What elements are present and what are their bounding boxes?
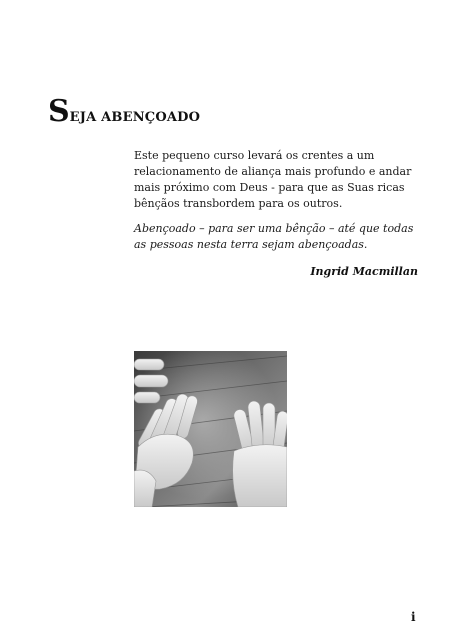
title-initial: S — [48, 94, 70, 129]
intro-paragraph: Este pequeno curso levará os crentes a um relacionamento de aliança mais profundo e andar mais próximo com Deus - para que as Suas ricas bênçãos transbordem para os outros. — [134, 149, 412, 210]
hands-photo — [134, 351, 287, 507]
author-name: Ingrid Macmillan — [310, 265, 418, 278]
quote-paragraph: Abençoado – para ser uma bênção – até que todas as pessoas nesta terra sejam abençoadas. — [134, 222, 414, 251]
title-rest: EJA ABENÇOADO — [69, 110, 201, 125]
page-title — [48, 94, 200, 127]
page-number: i — [411, 610, 416, 624]
